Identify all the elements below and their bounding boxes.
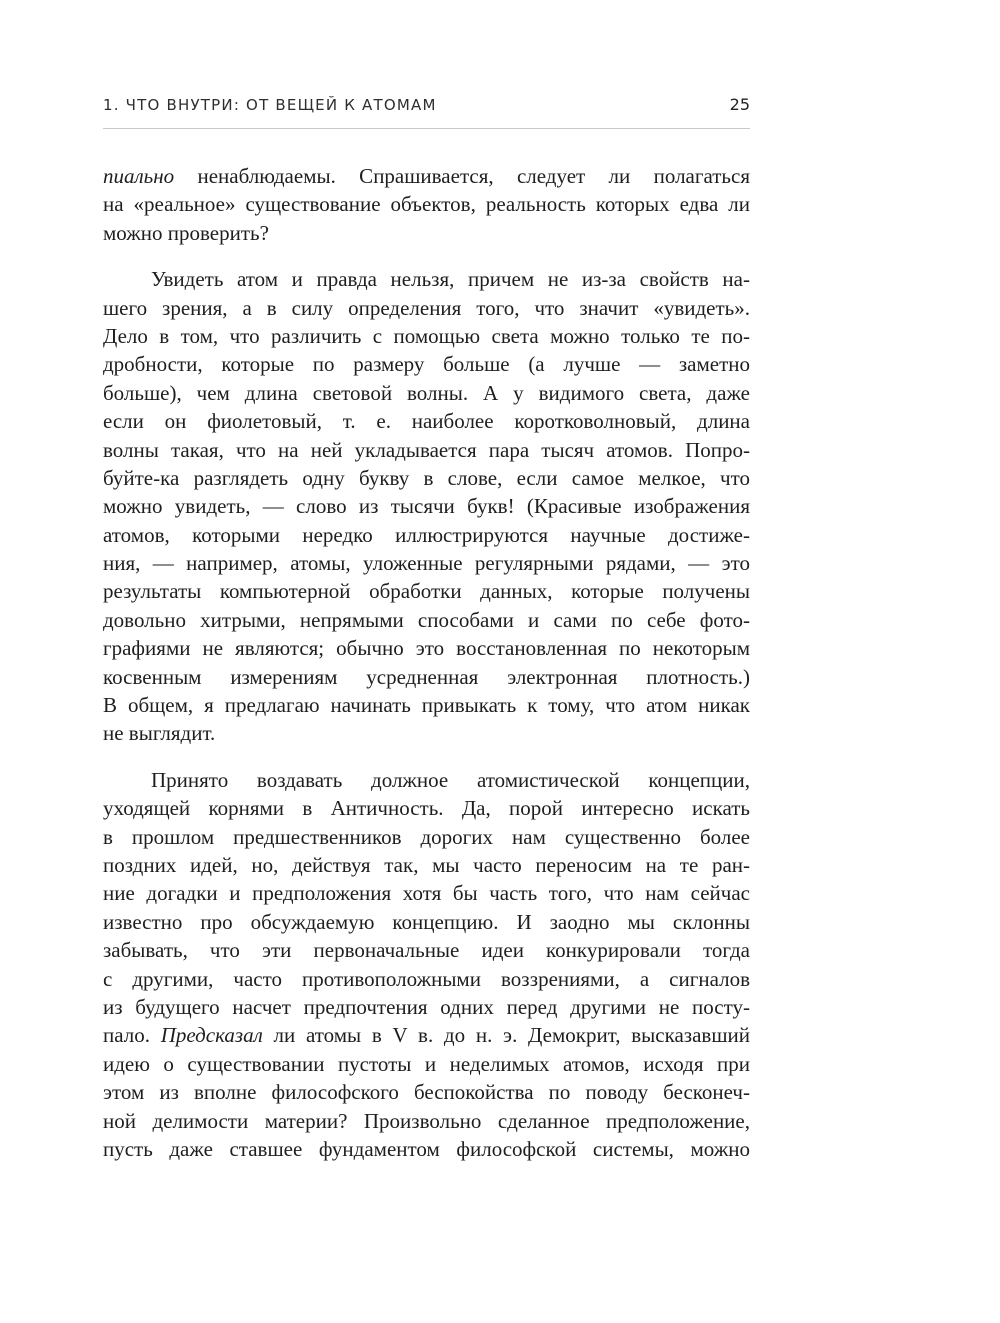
running-title: 1. ЧТО ВНУТРИ: ОТ ВЕЩЕЙ К АТОМАМ [103, 96, 437, 114]
paragraph-3 [103, 766, 750, 1163]
text-line: поздних идей, но, действуя так, мы часто переносим на те ран- [103, 852, 750, 877]
text-line: не выглядит. [103, 721, 216, 746]
text-line: из будущего насчет предпочтения одних перед другими не посту- [103, 994, 750, 1019]
text-line: ния, — например, атомы, уложенные регулярными рядами, — это [103, 551, 750, 576]
paragraph-gap [103, 247, 750, 265]
page-number: 25 [729, 95, 750, 114]
text-line: косвенным измерениям усредненная электронная плотность.) [103, 664, 750, 689]
text-line [103, 162, 750, 190]
line-text: пало. [103, 1023, 161, 1048]
text-line: можно увидеть, — слово из тысячи букв! (Красивые изображения [103, 494, 750, 519]
body-text [103, 162, 750, 1163]
text-line: пусть даже ставшее фундаментом философской системы, можно [103, 1136, 750, 1161]
italic-word: Предсказал [160, 1023, 263, 1048]
text-line: атомов, которыми нередко иллюстрируются научные достиже- [103, 522, 750, 547]
text-line: этом из вполне философского беспокойства по поводу бесконеч- [103, 1080, 750, 1105]
book-page [103, 0, 750, 1323]
italic-word: пиально [103, 164, 175, 188]
paragraph-1 [103, 162, 750, 247]
text-line: больше), чем длина световой волны. А у видимого света, даже [103, 380, 750, 405]
running-head [103, 94, 750, 122]
text-line: на «реальное» существование объектов, реальность которых едва ли [103, 192, 750, 217]
text-line: можно проверить? [103, 220, 269, 245]
text-line [103, 1021, 750, 1049]
text-line: графиями не являются; обычно это восстановленная по некоторым [103, 636, 750, 661]
text-line: буйте-ка разглядеть одну букву в слове, если самое мелкое, что [103, 465, 750, 490]
text-line: идею о существовании пустоты и неделимых атомов, исходя при [103, 1051, 750, 1076]
text-line: забывать, что эти первоначальные идеи конкурировали тогда [103, 938, 750, 963]
text-line: довольно хитрыми, непрямыми способами и сами по себе фото- [103, 607, 750, 632]
text-line: В общем, я предлагаю начинать привыкать к тому, что атом никак [103, 693, 750, 718]
text-line: ние догадки и предположения хотя бы часть того, что нам сейчас [103, 881, 750, 906]
text-line: уходящей корнями в Античность. Да, порой интересно искать [103, 796, 750, 821]
text-line: волны такая, что на ней укладывается пара тысяч атомов. Попро- [103, 437, 750, 462]
line-text: ненаблюдаемы. Спрашивается, следует ли полагаться [174, 164, 750, 188]
text-line: ной делимости материи? Произвольно сделанное предположение, [103, 1108, 750, 1133]
text-line: Увидеть атом и правда нельзя, причем не из-за свойств на- [151, 267, 750, 292]
text-line: дробности, которые по размеру больше (а лучше — заметно [103, 352, 750, 377]
text-line: с другими, часто противоположными воззрениями, а сигналов [103, 966, 750, 991]
paragraph-gap [103, 748, 750, 766]
text-line: результаты компьютерной обработки данных, которые получены [103, 579, 750, 604]
text-line: известно про обсуждаемую концепцию. И заодно мы склонны [103, 909, 750, 934]
text-line: Принято воздавать должное атомистической концепции, [151, 767, 750, 792]
paragraph-2 [103, 265, 750, 748]
text-line: если он фиолетовый, т. е. наиболее коротковолновый, длина [103, 409, 750, 434]
line-text: ли атомы в V в. до н. э. Демокрит, высказавший [262, 1023, 750, 1048]
text-line: в прошлом предшественников дорогих нам существенно более [103, 824, 750, 849]
header-divider [103, 128, 750, 129]
text-line: Дело в том, что различить с помощью света можно только те по- [103, 323, 750, 348]
text-line: шего зрения, а в силу определения того, что значит «увидеть». [103, 295, 750, 320]
